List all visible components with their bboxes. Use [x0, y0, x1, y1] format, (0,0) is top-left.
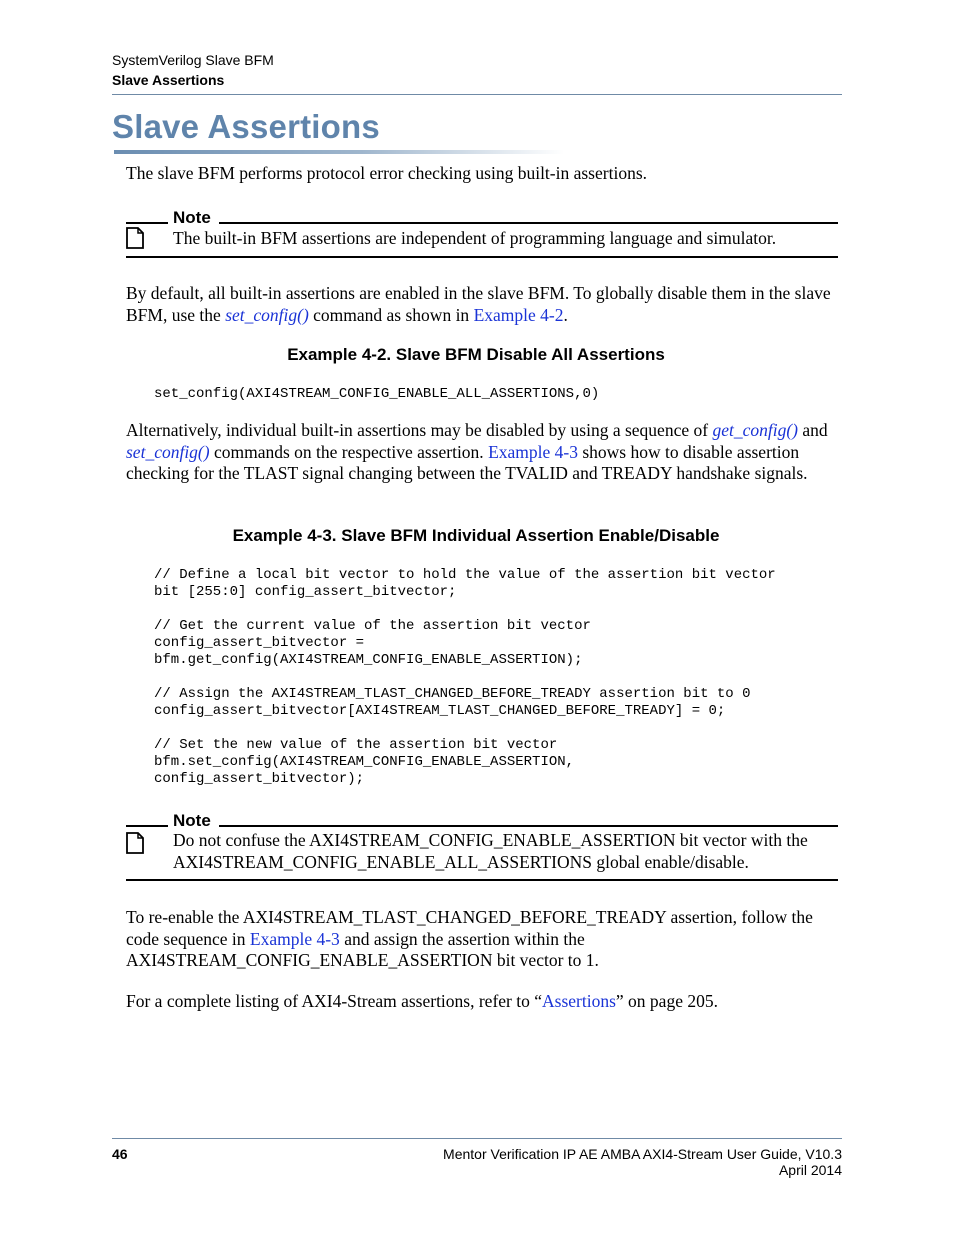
footer-rule — [112, 1138, 842, 1139]
paragraph-global-disable — [126, 283, 842, 326]
note-top-rule-right — [219, 825, 838, 827]
running-header-chapter: SystemVerilog Slave BFM — [112, 52, 274, 68]
assertions-link[interactable]: Assertions — [542, 991, 616, 1011]
footer-date: April 2014 — [778, 1162, 842, 1178]
note-box-1 — [126, 207, 838, 259]
example-4-2-link[interactable]: Example 4-2 — [473, 304, 564, 325]
note-text: The built-in BFM assertions are independent of programming language and simulator. — [173, 228, 777, 248]
example-4-2-caption: Example 4-2. Slave BFM Disable All Assertions — [287, 345, 665, 364]
intro-paragraph: The slave BFM performs protocol error checking using built-in assertions. — [126, 163, 648, 183]
example-4-3-caption: Example 4-3. Slave BFM Individual Assertion Enable/Disable — [232, 526, 720, 545]
get-config-link[interactable]: get_config() — [712, 420, 798, 440]
running-header-section: Slave Assertions — [112, 72, 225, 88]
note-bottom-rule — [126, 879, 838, 881]
page-number: 46 — [112, 1146, 128, 1162]
example-4-3-link[interactable]: Example 4-3 — [249, 928, 340, 949]
paragraph-text: and — [797, 420, 828, 440]
note-icon — [126, 832, 144, 854]
note-top-rule-left — [126, 222, 168, 224]
example-4-2-code: set_config(AXI4STREAM_CONFIG_ENABLE_ALL_ASSERTIONS,0) — [154, 386, 600, 402]
paragraph-assertions-reference — [126, 991, 842, 1013]
paragraph-text: ” on page 205. — [615, 991, 718, 1011]
header-rule — [112, 94, 842, 95]
note-bottom-rule — [126, 256, 838, 258]
set-config-link[interactable]: set_config() — [225, 304, 309, 325]
paragraph-individual-disable — [126, 420, 842, 485]
paragraph-text: and assign the assertion within the AXI4STREAM_CONFIG_ENABLE_ASSERTION bit vector to 1. — [126, 928, 599, 970]
note-top-rule-left — [126, 825, 168, 827]
page-title: Slave Assertions — [112, 108, 380, 145]
set-config-link[interactable]: set_config() — [126, 441, 210, 462]
example-4-3-link[interactable]: Example 4-3 — [488, 441, 578, 462]
paragraph-re-enable — [126, 907, 842, 972]
note-label: Note — [173, 208, 211, 227]
note-top-rule-right — [219, 222, 838, 224]
paragraph-text: To re-enable the AXI4STREAM_TLAST_CHANGED_BEFORE_TREADY assertion, follow the code sequence in — [126, 907, 813, 949]
paragraph-text: For a complete listing of AXI4-Stream assertions, refer to “ — [126, 991, 543, 1011]
title-underline — [114, 150, 564, 154]
note-icon — [126, 227, 144, 249]
footer-doc-title: Mentor Verification IP AE AMBA AXI4-Stream User Guide, V10.3 — [443, 1146, 842, 1162]
paragraph-text: commands on the respective assertion. — [209, 441, 489, 462]
example-4-3-code: // Define a local bit vector to hold the value of the assertion bit vector bit [255:0] config_assert_bitvector; // Get the current value of the assertion bit vector config_assert_bitvector = bfm.get_config(AXI4STREAM_CONFIG_ENABLE_ASSERTION); // Assign the AXI4STREAM_TLAST_CHANGED_BEFORE_TREADY assertion bit to 0 config_assert_bitvector[AXI4STREAM_TLAST_CHANGED_BEFORE_TREADY] = 0; // Set the new value of the assertion bit vector bfm.set_config(AXI4STREAM_CONFIG_ENABLE_ASSERTION, config_assert_bitvector); — [154, 567, 776, 787]
note-text: Do not confuse the AXI4STREAM_CONFIG_ENABLE_ASSERTION bit vector with the AXI4STREAM_CONFIG_ENABLE_ALL_ASSERTIONS global enable/disable. — [173, 830, 808, 872]
paragraph-text: . — [563, 304, 568, 325]
note-box-2 — [126, 810, 838, 882]
note-label: Note — [173, 811, 211, 830]
paragraph-text: By default, all built-in assertions are enabled in the slave BFM. To globally disable them in the slave BFM, use the — [126, 283, 831, 325]
paragraph-text: command as shown in — [308, 304, 474, 325]
paragraph-text: shows how to disable assertion checking for the TLAST signal changing between the TVALID and TREADY handshake signals. — [126, 441, 808, 483]
paragraph-text: Alternatively, individual built-in assertions may be disabled by using a sequence of — [126, 420, 713, 440]
